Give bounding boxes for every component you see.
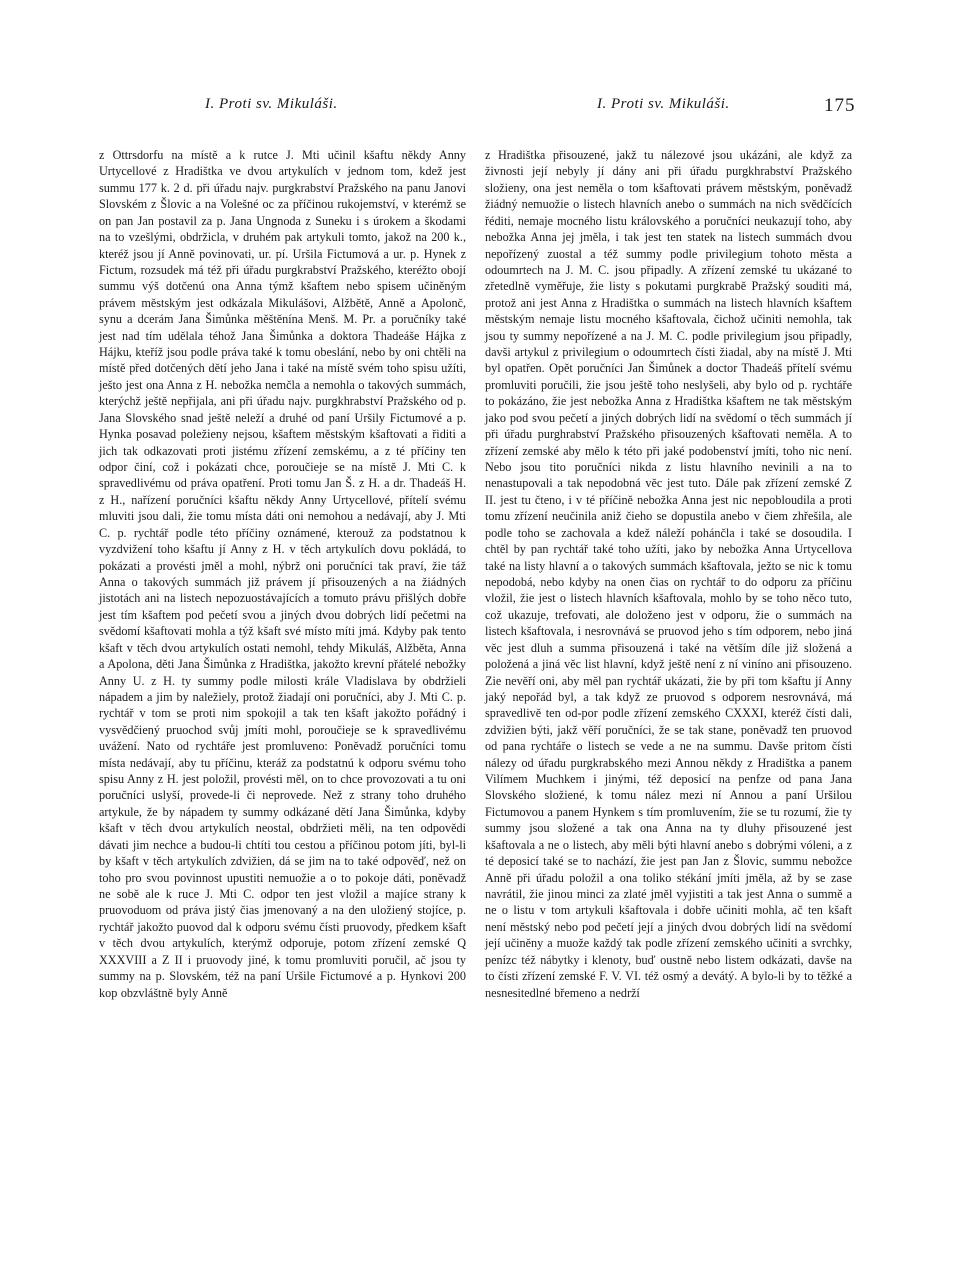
running-header-left: I. Proti sv. Mikuláši. [205, 96, 338, 112]
body-text-right: z Hradištka přisouzené, jakž tu nálezové jsou ukázáni, ale když za živnosti její nebyly jí dány ani při úřadu purgkhrabství Pražského složieny, ona jest neměla o tom kšaftovati právem městským, poněvadž žiádný nemuožie o listech hlavních anebo o summách na nich svědčících řéditi, nemaje mocného listu královského a poručníci neukazují toho, aby nebožka Anna jej jměla, i tak jest ten statek na listech summách dvou nepořízený zuostal a též summy podle privilegium tohoto města a odoumrtech na J. M. C. jsou připadly. A zřízení zemské tu ukázané to zřetedlně vyměřuje, žie listy s pokutami purgkrabě Pražský souditi má, protož ani jest Anna z Hradištka o summách na listech hlavních kšaftem městským nemaje listu mocného kšaftovala, čichož učiniti nemohla, tak jsou ty summy nepořízené a na J. M. C. podle privilegium jsou připadly, davši artykul z privilegium o odoumrtech čísti žiadal, aby na místě J. Mti byl opatřen. Opět poručníci Jan Šimůnek a doctor Thadeáš přítelí svému promluviti poručili, žie jsou ještě toho neslyšeli, aby bylo od p. rychtáře to pokázáno, žie jest nebožka Anna z Hradištka kšaftem ne tak městským jako pod svou pečetí a jiných dobrých lidí na svědomí o těch summách jí při úřadu purghrabství Pražského přisouzených kšaftovati neměla. A to zřízení zemské aby mělo k této při jaké podobenství jmíti, toho nic není. Nebo jsou tito poručníci nikda z listu hlavního nevinili a na to nenastupovali a tak nepodobná věc jest tuto. Dále pak zřízení zemské Z II. jest tu čteno, i v té příčině nebožka Anna jest nic nepobloudila a proti tomu zřízení neučinila aniž čieho se dopustila anebo v čiem zhřešila, ale podle toho se zachovala a kdež náleží pohánčla i také se dosoudila. I chtěl by pan rychtář také toho užíti, jako by nebožka Anna Urtycellova také na listy hlavní a o takových summách kšaftovala, ježto se nic k tomu nepodobá, nebo kdyby na onen čias on rychtář to do odporu za příčinu vložil, žie jest o listech hlavních kšaftovala, mohlo by se toho něco tuto, což ukazuje, trefovati, ale doloženo jest v odporu, žie o summách na listech kšaftovala, i nesrovnává se pruovod jeho s tím odporem, nebo jiná věc jest dluh a summa přisouzená i také na větším díle již složená a položená a jiná věc list hlavní, když ještě není z ní viníno ani přisouzeno. Zie nevěří oni, aby měl pan rychtář ukázati, žie by při tom kšaftu jí Anny jaký nepořád byl, a tak když ze pruovod s odporem nesrovnává, má spravedlivě ten od-por podle zřízení zemského CXXXI, kteréž čísti dali, zdvižien býti, jakž věří poručníci, že se tak stane, poněvadž ten pruovod od pana rychtáře o listech se vede a ne na summu. Davše pritom čísti nálezy od úřadu purgkrabského mezi Annou někdy z Hradištka a panem Vilímem Muchkem i jinými, též deposicí na penfze od pana Jana Slovského složiené, k tomu nález mezi ní Annou a paní Uršilou Fictumovou a panem Hynkem s tím promluvením, žie se tu rozumí, žie ty summy jsou složené a tak ona Anna na ty dluhy přisouzené jest kšaftovala a ne o listech, aby měli býti hlavní anebo s dobrými vóleni, a z té deposicí také se to nachází, žie jest pan Jan z Šlovic, summu nebožce Anně při úřadu položil a ona toliko stékání jmíti jměla, až by se zase navrátil, žie jinou minci za zlaté jměl vyjistiti a tak jest Anna o summě a ne o listu v tom artykuli kšaftovala i dobře učiniti mohla, ač ten kšaft není městský nebo pod pečetí její a jiných dvou dobrých lidí na svědomí její učiněny a muože každý tak podle zřízení zemského učiniti a svrchky, penízc též nábytky i klenoty, buď oustně nebo listem odkázati, davše na to čísti zřízení zemské F. V. VI. též osmý a devátý. A bylo-li by to těžké a nesnesitedlné břemeno a nedrží [485, 148, 852, 1000]
running-header-right: I. Proti sv. Mikuláši. [597, 96, 730, 112]
page-number: 175 [824, 95, 856, 116]
text-column-right [485, 147, 852, 1001]
text-column-left [99, 147, 466, 1001]
body-text-left: z Ottrsdorfu na místě a k rutce J. Mti učinil kšaftu někdy Anny Urtycellové z Hradištka ve dvou artykulích v jednom tom, kdež jest summu 177 k. 2 d. při úřadu najv. purgkrabství Pražského na panu Janovi Slovském z Šlovic a na Volešné oc za příčinou rukojemství, v kterémž se on pan Jan postavil za p. Jana Ungnoda z Suneku i s úrokem a škodami na to vzešlými, obdržicla, v druhém pak artykuli tomto, jakož na 200 k., kteréž jsou jí Anně povinovati, ur. pí. Uršila Fictumová a ur. p. Hynek z Fictum, rozsudek má též při úřadu purgkrabství Pražského, kteréžto obojí summu výš dotčenú ona Anna týmž kšaftem nebo spisem učiněným právem městským jest odkázala Mikulášovi, Alžbětě, Anně a Apolonč, synu a dcerám Jana Šimůnka měštěnína Menš. M. Pr. a poručníky také jest nad tím udělala téhož Jana Šimůnka a doktora Thadeáše Hájka z Hájku, kteříž jsou podle práva také k tomu obeslání, nebo by oni chtěli na místě před dotčených dětí jeho Jana i také na místě svém toho spisu užíti, ješto jest ona Anna z H. nebožka nemčla a nemohla o takových summách, kterýchž ještě nepřijala, ani při úřadu najv. purgkhrabství Pražského od p. Jana Slovského snad ještě neleží a druhé od paní Uršily Fictumové a p. Hynka posavad poležieny nejsou, kšaftem městským kšaftovati a řiditi a jich tak odkazovati proti jistému zřízení zemskému, a z té příčiny ten odpor činí, což i pokázati chce, poroučieje se na místě J. Mti C. k spravedlivému od práva opatření. Proti tomu Jan Š. z H. a dr. Thadeáš H. z H., nařízení poručníci kšaftu někdy Anny Urtycellové, přítelí svému mluviti jsou dali, žie tomu místa dáti oni nemohou a nedávají, aby J. Mti C. p. rychtář podle této příčiny oznámené, kterouž za podstatnou k vyzdvižení toho kšaftu jí Anny z H. v těch artykulích dovu pokládá, to pokázati a provésti jměl a mohl, nýbrž oni poručníci tak praví, žie táž Anna o takových summách již právem jí přisouzených a na žiádných jistotách ani na listech nepozuostávajících a tomuto právu přišlých dobře jest tím kšaftem pod pečetí svou a jiných dvou dobrých lidí pečetmi na svědomí kšaftovati mohla a týž kšaft své místo míti jmá. Kdyby pak tento kšaft v těch dvou artykulích ostati nemohl, tehdy Mikuláš, Alžběta, Anna a Apolona, děti Jana Šimůnka z Hradištka, jakožto krevní přátelé nebožky Anny U. z H. ty summy podle milosti krále Vladislava by obdržieli nápadem a jim by naležiely, protož žiadají oni poručníci, aby J. Mti C. p. rychtář v tom se proti nim spokojil a tak ten kšaft jakožto pořádný i vysvědčiený pruochod svůj jmíti mohl, poroučieje se k spravedlivému uvážení. Nato od rychtáře jest promluveno: Poněvadž poručníci tomu místa nedávají, aby tu příčinu, kteráž za podstatnú k odporu svému toho spisu Anny z H. jest položil, provésti měl, on to chce provozovati a tu oni poručníci uslyší, provede-li či neprovede. Než z strany toho druhého artykule, že by nápadem ty summy odkázané dětí Jana Šimůnka, kdyby kšaft v těch dvou artykulích neostal, obdržieti měli, na ten odpovědi dávati jim nechce a budou-li chtíti tou cestou a příčinou potom jíti, byl-li by kšaft v těch artykulích zdvižien, dá se jim na to také odpověď, než on toho pro svou povinnost upustiti nemuožie a o to pokoje dáti, poněvadž ne sobě ale k ruce J. Mti C. odpor ten jest vložil a majíce strany k pruovoduom od práva jistý čias jmenovaný a na den uložiený stojíce, p. rychtář jakožto puovod dal k odporu svému čísti pruovody, předkem kšaft v těch dvou artykulích, kterýmž odporuje, potom zřízení zemské Q XXXVIII a Z II i pruovody jiné, k tomu promluviti poručil, ač jsou ty summy na p. Slovském, též na paní Uršile Fictumové a p. Hynkovi 200 kop obzvláštně byly Anně [99, 148, 466, 1000]
